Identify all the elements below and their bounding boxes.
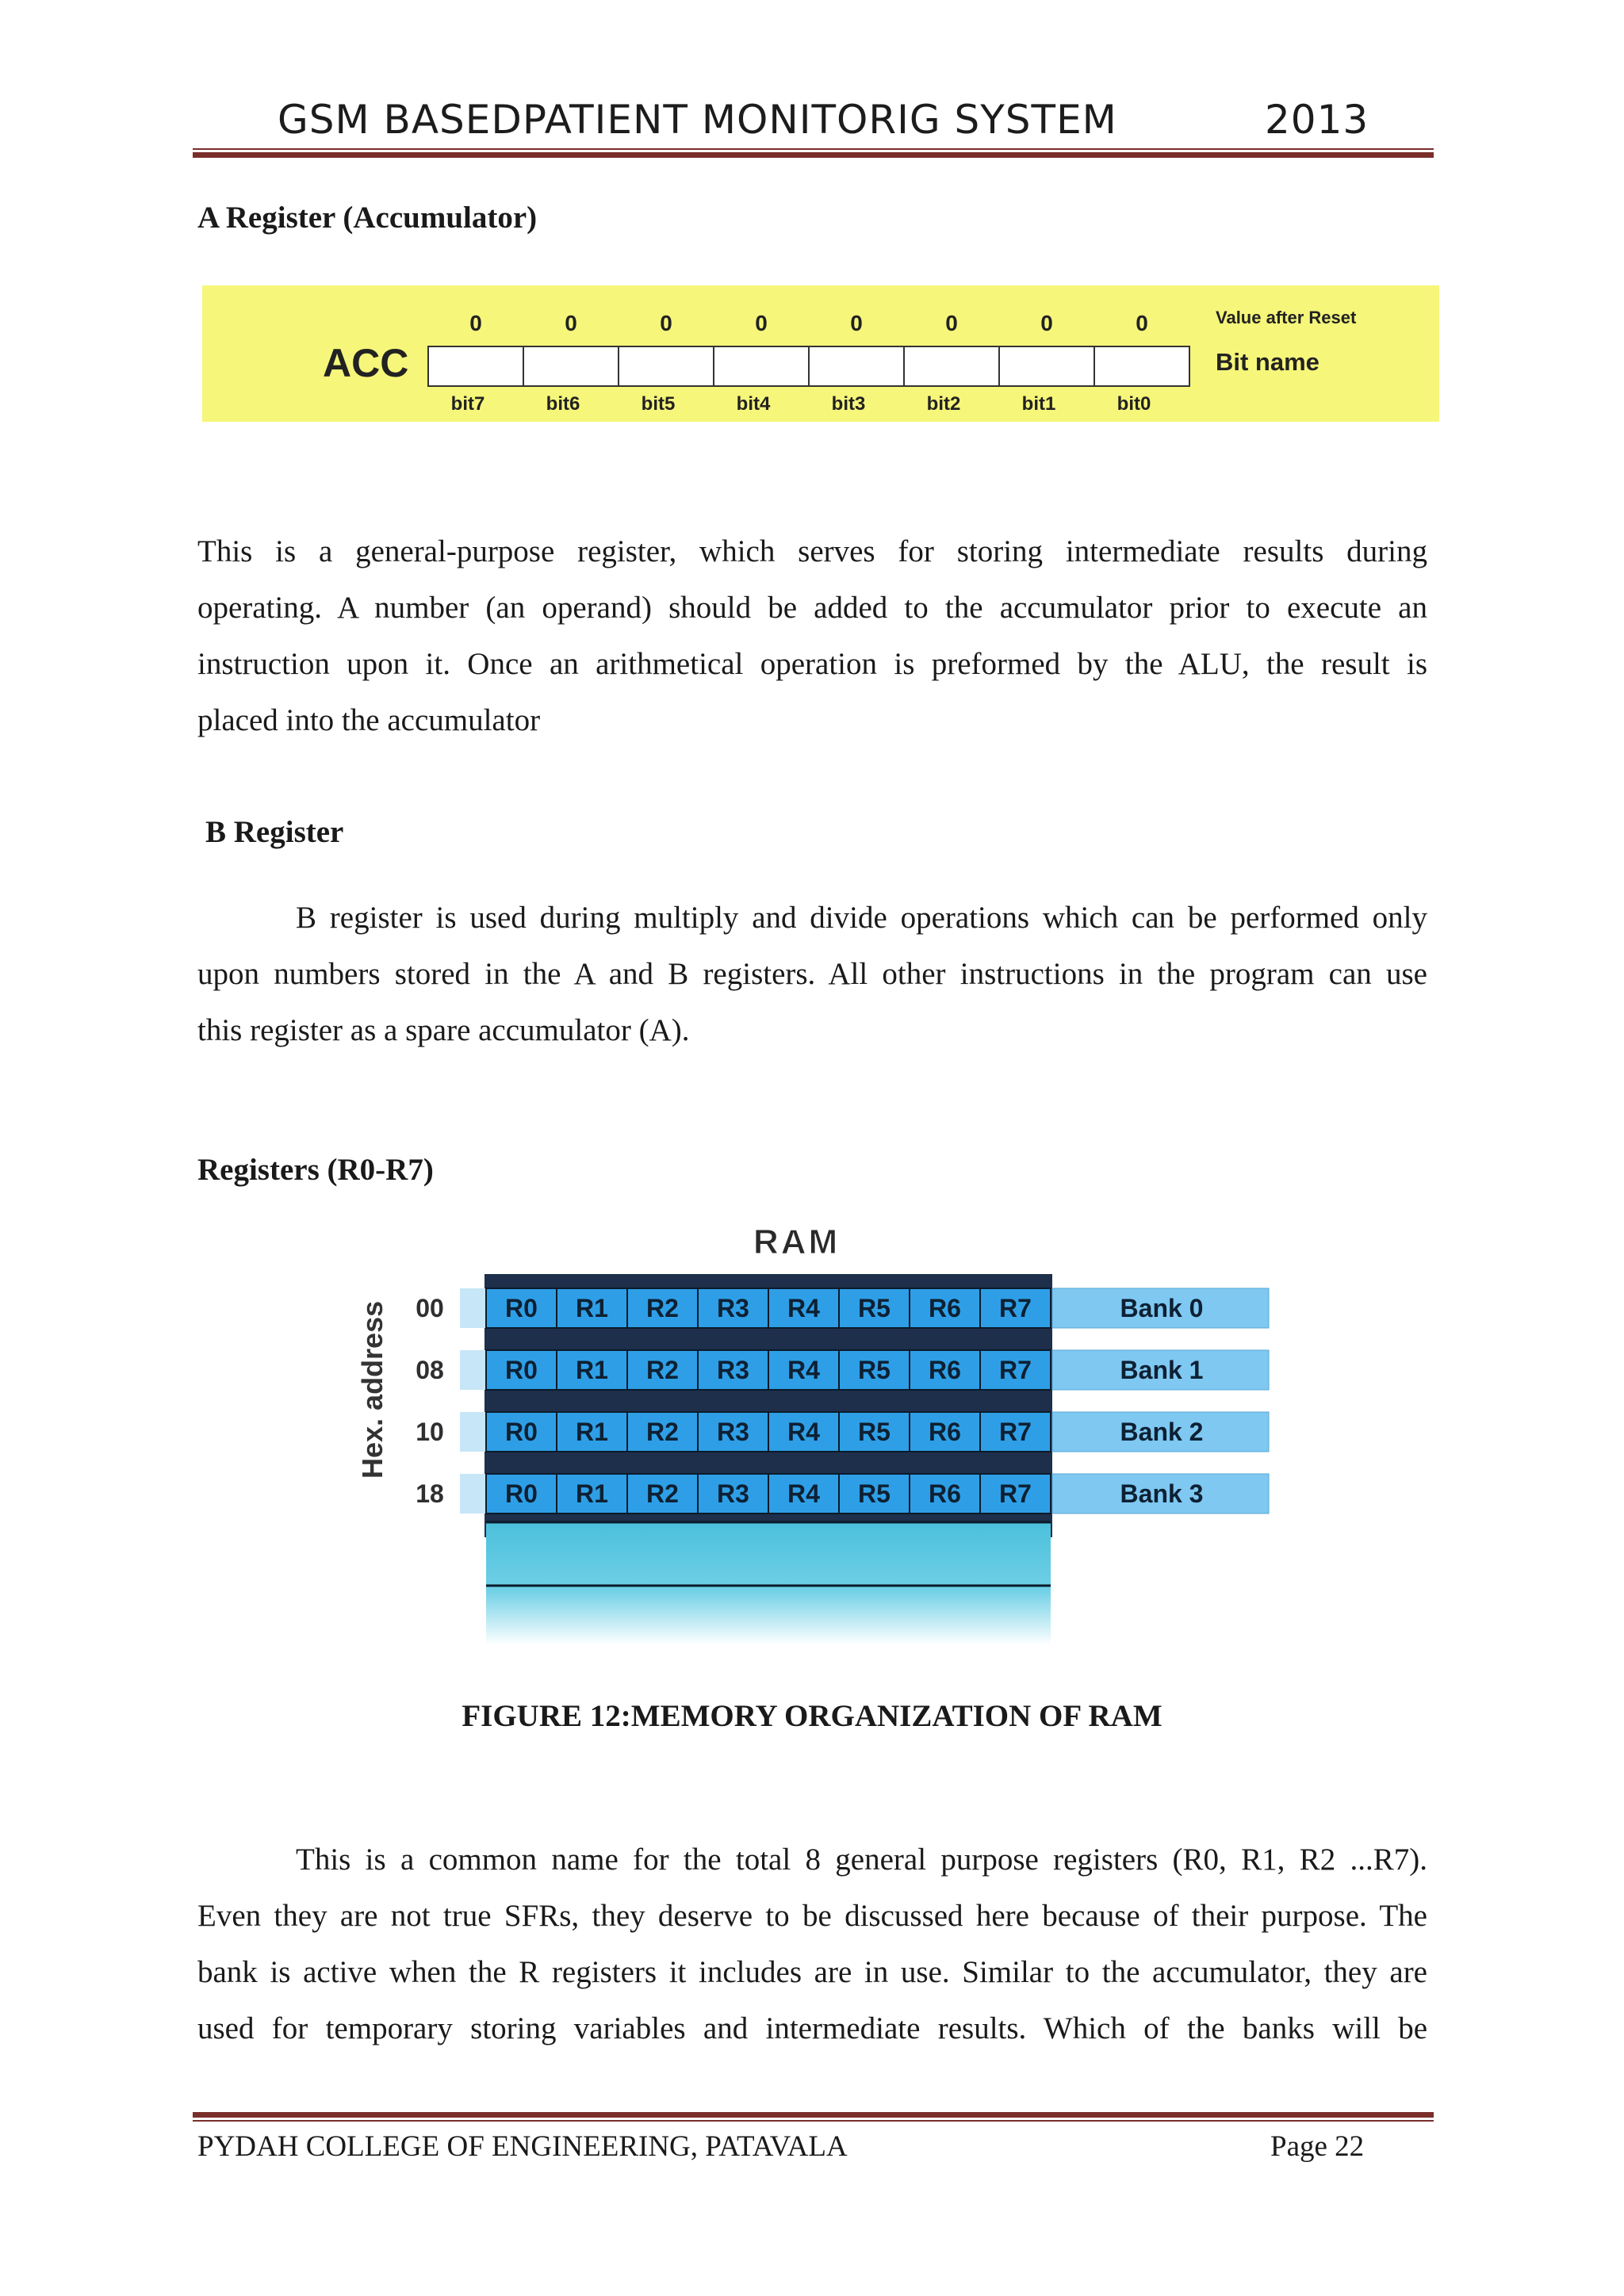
para-line: Even they are not true SFRs, they deserve to be discussed here because of their purpose. The (197, 1899, 1427, 1933)
register-label: R4 (787, 1479, 820, 1508)
para-line: operating. A number (an operand) should be added to the accumulator prior to execute an (197, 591, 1427, 625)
register-label: R4 (787, 1356, 820, 1384)
register-label: R0 (505, 1294, 538, 1322)
register-label: R7 (999, 1356, 1032, 1384)
acc-bit-cell (904, 346, 999, 386)
acc-value-caption: Value after Reset (1216, 308, 1357, 327)
register-label: R3 (717, 1418, 749, 1446)
header-rule-thin (193, 148, 1434, 150)
register-label: R6 (929, 1356, 961, 1384)
row-lead-band (460, 1350, 486, 1390)
heading-registers: Registers (R0-R7) (197, 1153, 434, 1187)
register-label: R2 (646, 1356, 679, 1384)
acc-bit-name: bit7 (450, 393, 485, 415)
acc-bit-cell (809, 346, 904, 386)
acc-bit-cell (523, 346, 619, 386)
bank-label: Bank 3 (1120, 1479, 1204, 1508)
acc-bit-name: bit4 (736, 393, 771, 415)
acc-bit-name: bit2 (926, 393, 961, 415)
hex-address-axis-label: Hex. address (356, 1300, 389, 1479)
para-line: placed into the accumulator (197, 703, 541, 737)
acc-reset-value: 0 (1136, 311, 1148, 335)
register-label: R1 (576, 1418, 608, 1446)
heading-a-register: A Register (Accumulator) (197, 201, 538, 235)
acc-reset-value: 0 (945, 311, 958, 335)
header-title: GSM BASEDPATIENT MONITORIG SYSTEM (278, 97, 1117, 143)
register-label: R4 (787, 1418, 820, 1446)
register-label: R1 (576, 1479, 608, 1508)
register-label: R2 (646, 1479, 679, 1508)
ram-figure (341, 1217, 1285, 1645)
header-year: 2013 (1265, 97, 1369, 143)
acc-bit-cell (619, 346, 714, 386)
register-label: R5 (858, 1418, 891, 1446)
register-label: R0 (505, 1479, 538, 1508)
acc-bit-name: bit5 (641, 393, 676, 415)
hex-address-label: 10 (416, 1418, 444, 1446)
register-label: R4 (787, 1294, 820, 1322)
register-label: R7 (999, 1294, 1032, 1322)
acc-bit-caption: Bit name (1216, 348, 1320, 376)
register-label: R0 (505, 1356, 538, 1384)
register-label: R7 (999, 1418, 1032, 1446)
register-label: R2 (646, 1294, 679, 1322)
acc-reset-value: 0 (850, 311, 863, 335)
acc-reset-value: 0 (1040, 311, 1053, 335)
register-label: R3 (717, 1479, 749, 1508)
para-a-register (197, 523, 1427, 748)
header-rule-thick (193, 152, 1434, 158)
register-label: R5 (858, 1356, 891, 1384)
acc-bit-name: bit0 (1116, 393, 1151, 415)
register-label: R5 (858, 1294, 891, 1322)
hex-address-label: 08 (416, 1356, 444, 1384)
figure-caption: FIGURE 12:MEMORY ORGANIZATION OF RAM (462, 1699, 1162, 1733)
para-line: upon numbers stored in the A and B registers. All other instructions in the program can use (197, 957, 1427, 991)
footer-rule-thick (193, 2112, 1434, 2118)
acc-bit-name: bit3 (831, 393, 866, 415)
para-line: bank is active when the R registers it includes are in use. Similar to the accumulator, they are (197, 1955, 1427, 1989)
acc-reset-value: 0 (565, 311, 577, 335)
acc-bit-name: bit6 (546, 393, 580, 415)
acc-label: ACC (323, 341, 409, 385)
acc-reset-value: 0 (755, 311, 768, 335)
para-line: This is a common name for the total 8 general purpose registers (R0, R1, R2 ...R7). (296, 1843, 1427, 1877)
bank-label: Bank 2 (1120, 1418, 1204, 1446)
para-b-register (197, 890, 1427, 1058)
heading-b-register: B Register (205, 815, 344, 849)
footer-rule-thin (193, 2120, 1434, 2122)
row-lead-band (460, 1288, 486, 1328)
register-label: R0 (505, 1418, 538, 1446)
ram-title: RAM (753, 1223, 841, 1261)
hex-address-label: 00 (416, 1294, 444, 1322)
bank-label: Bank 0 (1120, 1294, 1204, 1322)
acc-reset-value: 0 (469, 311, 482, 335)
para-line: instruction upon it. Once an arithmetical operation is preformed by the ALU, the result is (197, 647, 1427, 681)
register-label: R1 (576, 1294, 608, 1322)
row-lead-band (460, 1474, 486, 1513)
acc-bit-name: bit1 (1021, 393, 1056, 415)
register-label: R1 (576, 1356, 608, 1384)
register-label: R7 (999, 1479, 1032, 1508)
para-line: this register as a spare accumulator (A). (197, 1013, 690, 1047)
register-label: R6 (929, 1294, 961, 1322)
acc-bit-cell (714, 346, 809, 386)
acc-reset-value: 0 (660, 311, 672, 335)
register-label: R3 (717, 1294, 749, 1322)
register-label: R6 (929, 1418, 961, 1446)
para-line: used for temporary storing variables and intermediate results. Which of the banks will be (197, 2011, 1427, 2045)
para-registers (197, 1831, 1427, 2057)
hex-address-label: 18 (416, 1479, 444, 1508)
acc-register-figure (202, 285, 1439, 422)
register-label: R3 (717, 1356, 749, 1384)
register-label: R2 (646, 1418, 679, 1446)
para-line: B register is used during multiply and divide operations which can be performed only (296, 901, 1427, 935)
acc-bit-cell (1094, 346, 1189, 386)
para-line: This is a general-purpose register, which serves for storing intermediate results during (197, 534, 1427, 568)
acc-bit-cell (999, 346, 1094, 386)
acc-bit-cell (428, 346, 523, 386)
footer-college: PYDAH COLLEGE OF ENGINEERING, PATAVALA (197, 2130, 848, 2163)
register-label: R6 (929, 1479, 961, 1508)
bank-label: Bank 1 (1120, 1356, 1204, 1384)
row-lead-band (460, 1412, 486, 1452)
register-label: R5 (858, 1479, 891, 1508)
footer-page-number: Page 22 (1270, 2130, 1365, 2163)
